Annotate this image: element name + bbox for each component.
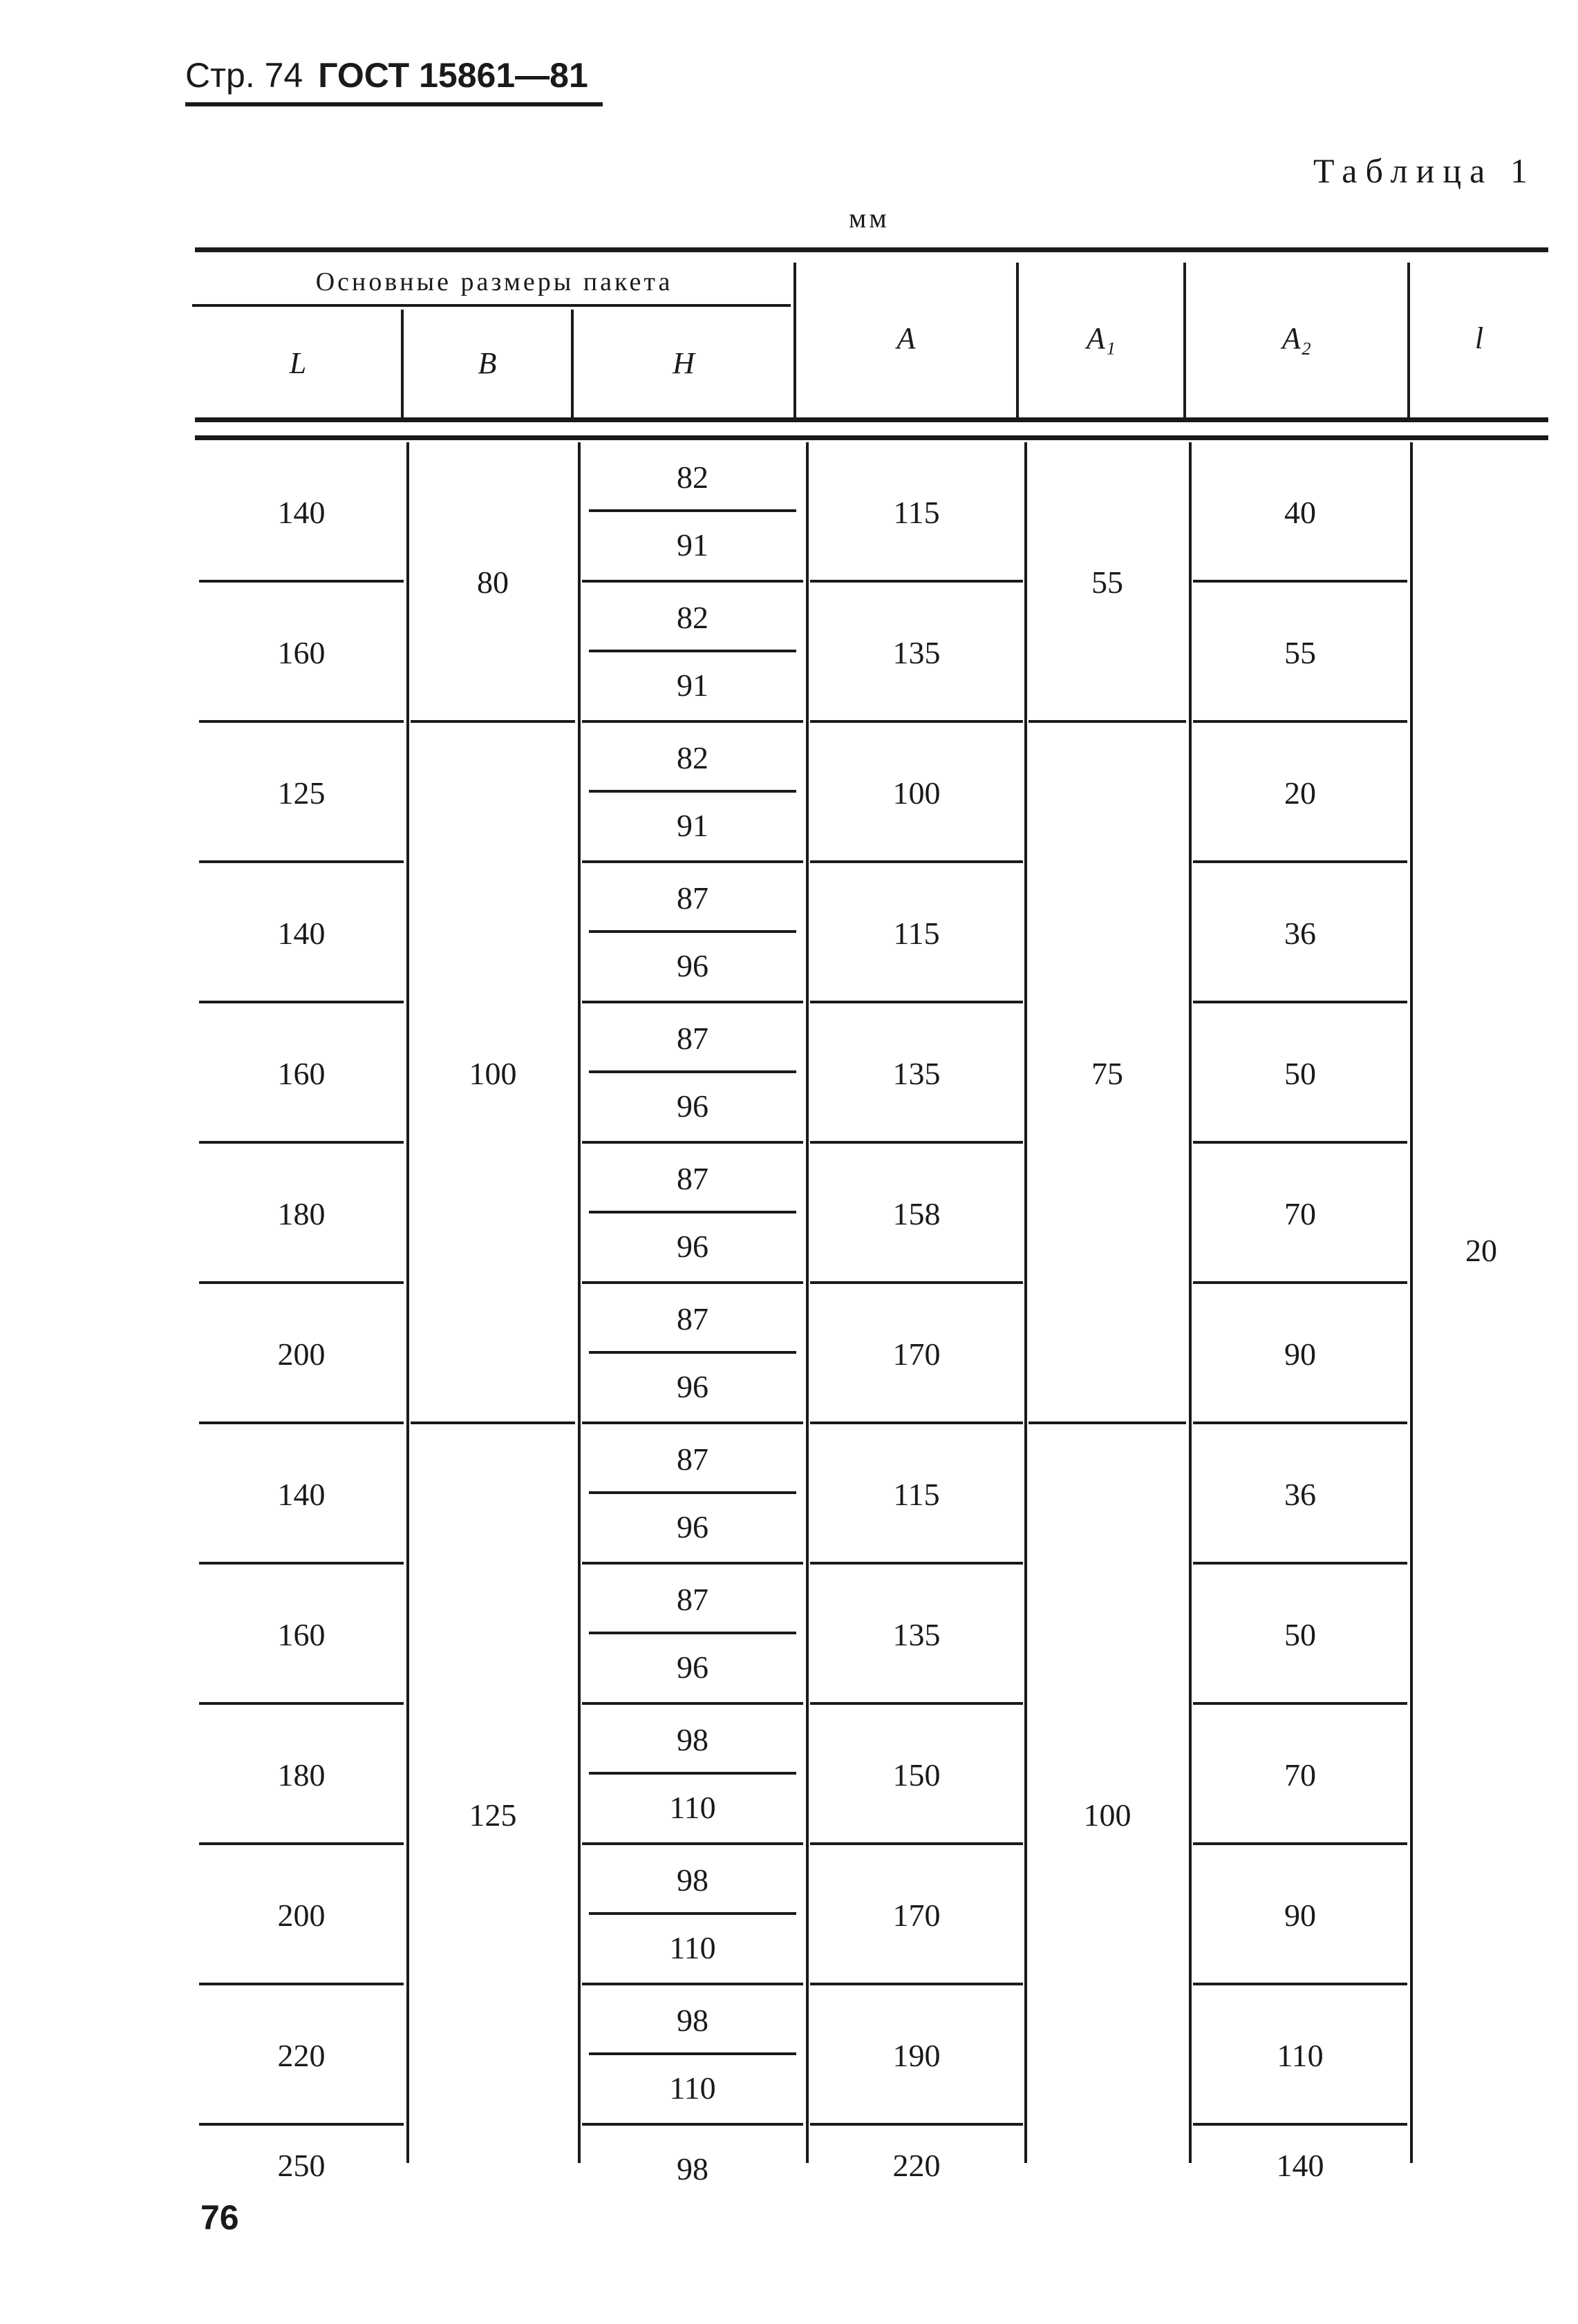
table-cell-H: 98 <box>677 2003 708 2038</box>
column-header-B: B <box>478 346 497 380</box>
h-inner-rule <box>589 1351 796 1354</box>
row-rule-L <box>199 2123 404 2126</box>
table-cell-L: 125 <box>277 775 326 811</box>
row-rule-A <box>810 1562 1023 1565</box>
row-rule-H <box>582 1702 803 1705</box>
body-divider-h-a <box>806 442 809 2163</box>
row-rule-H <box>582 580 803 583</box>
row-rule-H <box>582 720 803 723</box>
table-cell-A2: 20 <box>1284 775 1316 811</box>
table-cell-A2: 90 <box>1284 1897 1316 1933</box>
table-cell-A2: 36 <box>1284 1476 1316 1512</box>
table-cell-H: 96 <box>677 1650 708 1685</box>
table-cell-H: 82 <box>677 740 708 775</box>
h-inner-rule <box>589 1070 796 1073</box>
units-label: мм <box>849 202 890 234</box>
table-cell-H: 110 <box>669 1790 716 1825</box>
table-cell-A2: 70 <box>1284 1196 1316 1231</box>
h-inner-rule <box>589 1632 796 1634</box>
table-cell-A2: 36 <box>1284 915 1316 951</box>
table-cell-A2: 90 <box>1284 1336 1316 1372</box>
group-rule-B <box>411 720 575 723</box>
body-divider-b-h <box>578 442 581 2163</box>
row-rule-L <box>199 1562 404 1565</box>
table-cell-A2: 40 <box>1284 494 1316 530</box>
row-rule-A <box>810 2123 1023 2126</box>
column-header-H: H <box>673 346 695 380</box>
table-cell-L: 250 <box>277 2148 326 2183</box>
table-cell-H: 98 <box>677 1722 708 1757</box>
table-cell-A: 150 <box>892 1757 941 1793</box>
table-cell-L: 200 <box>277 1336 326 1372</box>
row-rule-L <box>199 1983 404 1985</box>
row-rule-L <box>199 1702 404 1705</box>
table-cell-A: 115 <box>893 494 940 530</box>
table-cell-l: 20 <box>1465 1233 1497 1268</box>
row-rule-H <box>582 1141 803 1144</box>
table-cell-H: 87 <box>677 1161 708 1196</box>
table-cell-H: 110 <box>669 2070 716 2106</box>
column-header-A: A <box>896 321 916 355</box>
table-cell-A: 115 <box>893 915 940 951</box>
table-cell-A: 135 <box>892 634 941 670</box>
column-header-A2: A₂ <box>1281 321 1312 355</box>
table-cell-H: 98 <box>677 2151 708 2186</box>
table-cell-B: 125 <box>469 1797 517 1833</box>
row-rule-A <box>810 1842 1023 1845</box>
row-rule-L <box>199 1281 404 1284</box>
row-rule-A2 <box>1193 1421 1407 1424</box>
row-rule-A <box>810 1702 1023 1705</box>
table-cell-H: 82 <box>677 600 708 635</box>
row-rule-H <box>582 1421 803 1424</box>
h-inner-rule <box>589 790 796 793</box>
table-cell-A: 135 <box>892 1616 941 1652</box>
h-inner-rule <box>589 930 796 933</box>
row-rule-H <box>582 1281 803 1284</box>
table-cell-A2: 50 <box>1284 1055 1316 1091</box>
row-rule-A2 <box>1193 580 1407 583</box>
table-cell-A1: 75 <box>1091 1055 1123 1091</box>
table-cell-H: 96 <box>677 948 708 983</box>
h-inner-rule <box>589 2052 796 2055</box>
table-cell-L: 180 <box>277 1757 326 1793</box>
h-inner-rule <box>589 1211 796 1213</box>
table-cell-A2: 50 <box>1284 1616 1316 1652</box>
standard-number: ГОСТ 15861—81 <box>318 56 588 95</box>
h-inner-rule <box>589 1912 796 1915</box>
body-divider-a1-a2 <box>1189 442 1192 2163</box>
table-cell-L: 180 <box>277 1196 326 1231</box>
table-caption: Таблица 1 <box>1313 151 1536 190</box>
table-cell-H: 87 <box>677 1582 708 1617</box>
table-cell-A2: 140 <box>1276 2148 1324 2183</box>
row-rule-L <box>199 1842 404 1845</box>
row-rule-A <box>810 1281 1023 1284</box>
table-cell-H: 110 <box>669 1930 716 1965</box>
row-rule-A2 <box>1193 1001 1407 1003</box>
table-cell-L: 200 <box>277 1897 326 1933</box>
group-header: Основные размеры пакета <box>315 267 673 296</box>
table-cell-A2: 55 <box>1284 634 1316 670</box>
table-cell-L: 160 <box>277 634 326 670</box>
body-divider-a2-l <box>1410 442 1413 2163</box>
h-inner-rule <box>589 650 796 652</box>
row-rule-A2 <box>1193 1281 1407 1284</box>
table-cell-H: 96 <box>677 1369 708 1404</box>
table-cell-H: 96 <box>677 1229 708 1264</box>
row-rule-L <box>199 580 404 583</box>
table-cell-H: 87 <box>677 880 708 916</box>
table-cell-A: 135 <box>892 1055 941 1091</box>
table-cell-A1: 100 <box>1083 1797 1131 1833</box>
row-rule-L <box>199 720 404 723</box>
h-inner-rule <box>589 509 796 512</box>
row-rule-A2 <box>1193 1562 1407 1565</box>
group-rule-A1 <box>1028 1421 1186 1424</box>
header-second-rule <box>195 435 1548 440</box>
table-cell-L: 140 <box>277 915 326 951</box>
row-rule-A2 <box>1193 1842 1407 1845</box>
row-rule-A <box>810 1001 1023 1003</box>
table-cell-B: 80 <box>477 565 509 600</box>
row-rule-H <box>582 1983 803 1985</box>
table-cell-H: 91 <box>677 808 708 843</box>
body-divider-a-a1 <box>1024 442 1027 2163</box>
table-cell-H: 87 <box>677 1442 708 1477</box>
table-cell-A: 220 <box>892 2148 941 2183</box>
row-rule-A <box>810 1983 1023 1985</box>
table-cell-L: 140 <box>277 494 326 530</box>
row-rule-H <box>582 860 803 863</box>
table-cell-H: 91 <box>677 527 708 563</box>
page-label: Стр. 74 <box>185 56 303 95</box>
group-rule-B <box>411 1421 575 1424</box>
row-rule-A2 <box>1193 860 1407 863</box>
table-cell-A: 170 <box>892 1897 941 1933</box>
row-rule-A2 <box>1193 1983 1407 1985</box>
table-cell-A: 190 <box>892 2037 941 2073</box>
page-header <box>185 48 603 106</box>
table-cell-L: 160 <box>277 1616 326 1652</box>
h-inner-rule <box>589 1491 796 1494</box>
table-cell-H: 96 <box>677 1088 708 1124</box>
row-rule-L <box>199 860 404 863</box>
row-rule-H <box>582 1001 803 1003</box>
table-cell-A2: 110 <box>1277 2037 1324 2073</box>
row-rule-A <box>810 860 1023 863</box>
group-header-rule <box>192 304 791 307</box>
page-number: 76 <box>200 2198 239 2237</box>
h-inner-rule <box>589 1772 796 1775</box>
row-rule-L <box>199 1001 404 1003</box>
body-divider-l-b <box>406 442 409 2163</box>
table-cell-H: 96 <box>677 1509 708 1544</box>
table-cell-H: 82 <box>677 460 708 495</box>
column-header-L: L <box>289 346 307 380</box>
row-rule-A2 <box>1193 1141 1407 1144</box>
table-cell-H: 87 <box>677 1021 708 1056</box>
table-cell-H: 98 <box>677 1862 708 1898</box>
table-cell-A2: 70 <box>1284 1757 1316 1793</box>
row-rule-A2 <box>1193 720 1407 723</box>
row-rule-L <box>199 1421 404 1424</box>
table-cell-H: 87 <box>677 1301 708 1336</box>
row-rule-A <box>810 1421 1023 1424</box>
row-rule-H <box>582 1562 803 1565</box>
row-rule-H <box>582 1842 803 1845</box>
table-top-rule <box>195 247 1548 252</box>
row-rule-A2 <box>1193 1702 1407 1705</box>
column-header-A1: A₁ <box>1086 321 1116 355</box>
table-cell-A1: 55 <box>1091 565 1123 600</box>
row-rule-H <box>582 2123 803 2126</box>
table-cell-A: 158 <box>892 1196 941 1231</box>
row-rule-A <box>810 580 1023 583</box>
header-bottom-rule <box>195 417 1548 422</box>
row-rule-A <box>810 1141 1023 1144</box>
row-rule-A2 <box>1193 2123 1407 2126</box>
table-cell-B: 100 <box>469 1055 517 1091</box>
table-cell-L: 220 <box>277 2037 326 2073</box>
table-cell-L: 140 <box>277 1476 326 1512</box>
column-header-l: l <box>1474 321 1484 355</box>
table-cell-A: 100 <box>892 775 941 811</box>
table-cell-L: 160 <box>277 1055 326 1091</box>
table-cell-A: 170 <box>892 1336 941 1372</box>
table-cell-A: 115 <box>893 1476 940 1512</box>
row-rule-L <box>199 1141 404 1144</box>
row-rule-A <box>810 720 1023 723</box>
group-rule-A1 <box>1028 720 1186 723</box>
table-cell-H: 91 <box>677 668 708 703</box>
